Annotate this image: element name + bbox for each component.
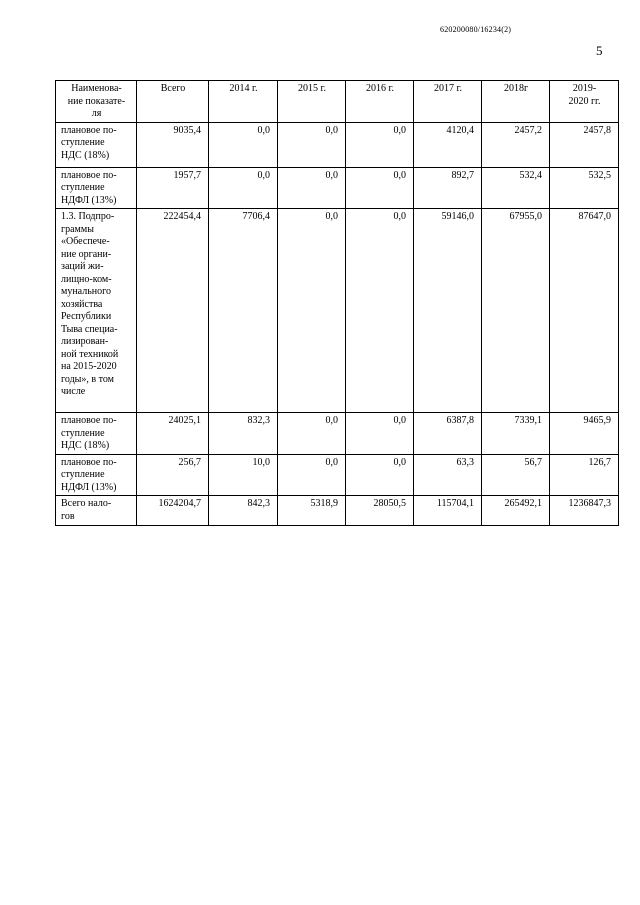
row-label-cell [56,122,137,167]
header-2019-2020 [550,81,619,123]
header-name-text: Наименова- ние показате- ля [67,83,126,119]
row-label-cell [56,496,137,526]
table-row [56,454,619,496]
value-cell: 0,0 [346,413,414,455]
value-cell: 9035,4 [137,122,209,167]
value-cell: 0,0 [346,167,414,209]
row-label: Всего нало- гов [61,498,112,522]
table-body [56,122,619,526]
value-cell: 1957,7 [137,167,209,209]
value-cell: 1236847,3 [550,496,619,526]
value-cell: 9465,9 [550,413,619,455]
value-cell: 0,0 [278,413,346,455]
header-2015-text: 2015 г. [298,83,326,94]
header-2014-text: 2014 г. [229,83,258,94]
value-cell: 7706,4 [209,209,278,413]
value-cell: 222454,4 [137,209,209,413]
row-label: плановое по- ступление НДС (18%) [61,124,117,161]
value-cell: 0,0 [278,209,346,413]
table-row [56,122,619,167]
table-row [56,496,619,526]
row-label: плановое по- ступление НДС (18%) [61,415,117,451]
value-cell: 0,0 [278,167,346,209]
value-cell: 24025,1 [137,413,209,455]
value-cell: 1624204,7 [137,496,209,526]
row-label-cell [56,413,137,455]
header-2016-text: 2016 г. [366,83,394,94]
table-row [56,209,619,413]
document-number: 620200080/16234(2) [440,25,512,34]
value-cell: 63,3 [414,454,482,496]
value-cell: 892,7 [414,167,482,209]
value-cell: 0,0 [346,209,414,413]
header-total-text: Всего [160,83,186,94]
value-cell: 115704,1 [414,496,482,526]
page-number: 5 [596,43,603,58]
value-cell: 67955,0 [482,209,550,413]
value-cell: 10,0 [209,454,278,496]
value-cell: 126,7 [550,454,619,496]
value-cell: 256,7 [137,454,209,496]
header-2017-text: 2017 г. [434,83,462,94]
value-cell: 5318,9 [278,496,346,526]
value-cell: 265492,1 [482,496,550,526]
header-2018-text: 2018г [503,83,529,94]
value-cell: 56,7 [482,454,550,496]
table-header-row [56,81,619,123]
header-2018 [482,81,550,123]
table-row [56,167,619,209]
value-cell: 832,3 [209,413,278,455]
value-cell: 0,0 [278,454,346,496]
header-2017 [414,81,482,123]
value-cell: 532,4 [482,167,550,209]
row-label: плановое по- ступление НДФЛ (13%) [61,169,117,206]
value-cell: 0,0 [346,122,414,167]
value-cell: 59146,0 [414,209,482,413]
header-2016 [346,81,414,123]
value-cell: 28050,5 [346,496,414,526]
value-cell: 532,5 [550,167,619,209]
value-cell: 0,0 [346,454,414,496]
header-2014 [209,81,278,123]
tax-table [55,80,619,526]
header-total [137,81,209,123]
value-cell: 7339,1 [482,413,550,455]
row-label-cell [56,209,137,413]
value-cell: 4120,4 [414,122,482,167]
value-cell: 2457,2 [482,122,550,167]
value-cell: 0,0 [209,122,278,167]
header-2015 [278,81,346,123]
value-cell: 0,0 [209,167,278,209]
value-cell: 842,3 [209,496,278,526]
row-label: 1.3. Подпро- граммы «Обеспече- ние органи- заций жи- лищно-ком- мунального хозяйства Республики Тыва специа- лизирован- ной техникой на 2015-2020 годы», в том числе [61,211,119,397]
table-row [56,413,619,455]
row-label: плановое по- ступление НДФЛ (13%) [61,456,117,493]
value-cell: 6387,8 [414,413,482,455]
value-cell: 2457,8 [550,122,619,167]
value-cell: 87647,0 [550,209,619,413]
row-label-cell [56,167,137,209]
value-cell: 0,0 [278,122,346,167]
header-name [56,81,137,123]
header-2019-2020-text: 2019- 2020 гг. [568,83,601,107]
row-label-cell [56,454,137,496]
